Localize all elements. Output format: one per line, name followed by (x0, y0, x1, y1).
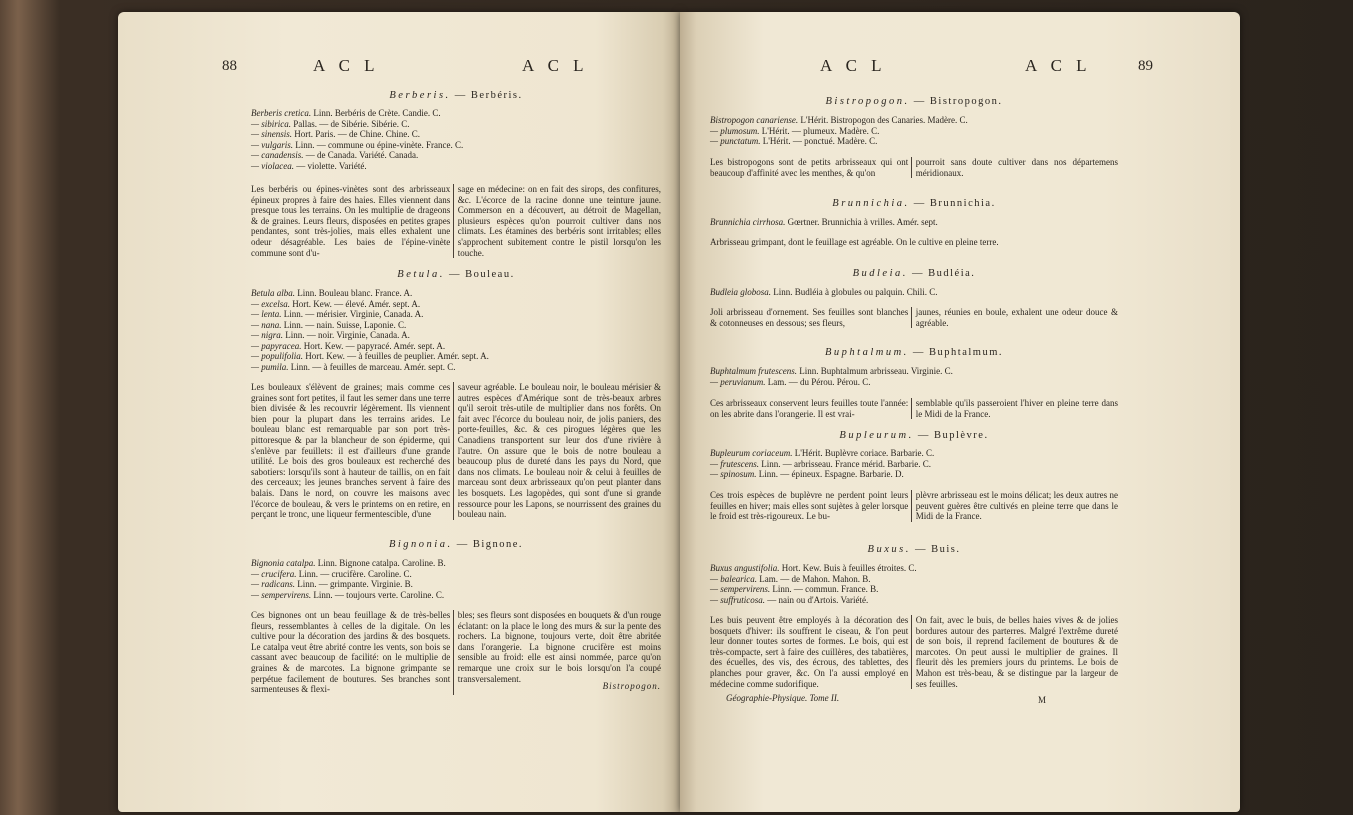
species-entry: — plumosum. L'Hérit. — plumeux. Madère. C. (710, 125, 880, 136)
left-page (118, 12, 680, 812)
section-heading: Buxus. — Buis. (867, 544, 961, 555)
running-head-left: A C L (820, 56, 887, 75)
species-list (710, 448, 1118, 480)
text-column-right: semblable qu'ils passeroient l'hiver en pleine terre dans le Midi de la France. (911, 398, 1118, 419)
species-entry: Betula alba. Linn. Bouleau blanc. France. A. (251, 288, 413, 298)
species-entry: — frutescens. Linn. — arbrisseau. France mérid. Barbarie. C. (710, 458, 931, 469)
species-entry: Brunnichia cirrhosa. Gœrtner. Brunnichia à vrilles. Amér. sept. (710, 217, 938, 227)
species-entry: — punctatum. L'Hérit. — ponctué. Madère. C. (710, 136, 878, 146)
species-entry: — suffruticosa. — nain ou d'Artois. Variété. (710, 594, 869, 605)
text-column-left: Ces trois espèces de buplèvre ne perdent point leurs feuilles en hiver; mais elles sont sujètes à geler lorsque le froid est très-rigoureux. Le bu- (710, 490, 909, 522)
section-heading: Buphtalmum. — Buphtalmum. (824, 347, 1003, 358)
text-column-right: bles; ses fleurs sont disposées en bouquets & d'un rouge éclatant: on la place le long des murs & sur la pente des rochers. La bignone, toujours verte, doit être abritée dans l'orangerie. La bignone crucifère est moins sensible au froid: elle est ainsi nommée, parce qu'on remarque une croix sur le bois lorsqu'on l'a coupé transversalement. (453, 610, 661, 695)
text-column-right: pourroit sans doute cultiver dans nos départemens méridionaux. (911, 157, 1118, 178)
species-entry: — sinensis. Hort. Paris. — de Chine. Chine. C. (251, 129, 421, 139)
text-column-left: Les bouleaux s'élèvent de graines; mais comme ces graines sont fort petites, il faut les semer dans une terre bien divisée & les recouvrir légèrement. Ils viennent bien pour la plupart dans les terrains arides. Le bouleau blanc est remarquable par son port très-pittoresque & par la blancheur de son épiderme, qui s'enlève par feuillets: il est d'ailleurs d'une grande utilité. Le bois des gros bouleaux est recherché des sabotiers: lorsqu'ils sont à hauteur de taillis, on en fait des cerceaux; les jeunes branches servent à faire des balais. Dans le nord, on couvre les maisons avec l'écorce de bouleau, & vers le printems on en retire, en perçant le tronc, une liqueur fermentescible, d'une (251, 382, 451, 520)
species-entry: — nana. Linn. — nain. Suisse, Laponie. C. (251, 319, 407, 330)
species-list (710, 115, 1118, 147)
species-entry: — papyracea. Hort. Kew. — papyracé. Amér. sept. A. (251, 340, 446, 351)
section-heading: Bignonia. — Bignone. (388, 539, 524, 550)
species-entry: — radicans. Linn. — grimpante. Virginie. B. (251, 579, 413, 589)
section-text (251, 382, 661, 520)
section-heading: Budleia. — Budléia. (852, 268, 976, 279)
species-entry: — sempervirens. Linn. — toujours verte. Caroline. C. (251, 589, 445, 600)
running-head-right: A C L (522, 56, 589, 75)
text-column-right: sage en médecine: on en fait des sirops, des confitures, &c. L'écorce de la racine donne une teinture jaune. Commerson en a découvert, au détroit de Magellan, plusieurs espèces qu'on pourroit cultiver dans nos climats. Les étamines des berbéris sont irritables; elles s'approchent subitement contre le pistil lorsqu'on les touche. (453, 184, 661, 258)
text-column-left: Joli arbrisseau d'ornement. Ses feuilles sont blanches & cotonneuses en dessous; ses fleurs, (710, 307, 909, 328)
text-column-left: Les bistropogons sont de petits arbrisseaux qui ont beaucoup d'affinité avec les menthes, & qu'on (710, 157, 909, 178)
species-list (251, 558, 661, 600)
species-list (251, 288, 661, 372)
text-column-left: Les berbéris ou épines-vinètes sont des arbrisseaux épineux propres à faire des haies. Elles viennent dans presque tous les terrains. On les multiplie de drageons & de graines. Leurs fleurs, disposées en petites grapes pendantes, sont très-jolies, mais elles exhalent une odeur désagréable. Les baies de l'épine-vinète commune sont d'u- (251, 184, 451, 258)
section-text (251, 610, 661, 695)
species-list (710, 563, 1118, 605)
species-entry: Bistropogon canariense. L'Hérit. Bistropogon des Canaries. Madère. C. (710, 115, 968, 125)
species-entry: — peruvianum. Lam. — du Pérou. Pérou. C. (710, 376, 871, 387)
section-text (710, 157, 1118, 178)
page-number: 89 (1138, 58, 1153, 74)
species-entry: — pumila. Linn. — à feuilles de marceau. Amér. sept. C. (251, 361, 456, 372)
page-number: 88 (222, 58, 237, 74)
species-list (710, 287, 1118, 298)
species-entry: — excelsa. Hort. Kew. — élevé. Amér. sept. A. (251, 298, 421, 309)
species-entry: Budleia globosa. Linn. Budléia à globules ou palquin. Chili. C. (710, 287, 938, 297)
text-column-right: saveur agréable. Le bouleau noir, le bouleau mérisier & autres espèces d'Amérique sont de très-beaux arbres qu'il seroit très-utile de multiplier dans nos forêts. On fait avec l'écorce du bouleau noir, de jolis paniers, des porte-feuilles, &c. & ces pirogues légères que les Canadiens transportent sur leur dos d'une rivière à l'autre. On assure que le bois de notre bouleau a beaucoup plus de dureté dans les pays du Nord, que dans nos climats. Le bouleau noir & celui à feuilles de marceau sont deux arbrisseaux qu'on peut planter dans les bosquets. Les lagopèdes, qui sont d'une si grande ressource pour les Lapons, se nourrissent des graines du bouleau nain. (453, 382, 661, 520)
species-entry: — canadensis. — de Canada. Variété. Canada. (251, 150, 419, 160)
running-head-right: A C L (1025, 56, 1092, 75)
species-entry: Bignonia catalpa. Linn. Bignone catalpa. Caroline. B. (251, 558, 446, 568)
species-entry: — sibirica. Pallas. — de Sibérie. Sibérie. C. (251, 118, 410, 129)
section-heading: Betula. — Bouleau. (397, 269, 515, 280)
species-list (710, 217, 1118, 228)
species-entry: — spinosum. Linn. — épineux. Espagne. Barbarie. D. (710, 469, 904, 479)
text-column-left: Les buis peuvent être employés à la décoration des bosquets d'hiver: ils souffrent le ciseau, & l'on peut leur donner toutes sortes de formes. Le bois, qui est très-compacte, sert à faire des cuillères, des tabatières, des écuelles, des vis, des écrous, des tablettes, des planches pour graver, &c. On l'a aussi employé en médecine comme sudorifique. (710, 615, 909, 689)
section-text (251, 184, 661, 258)
species-entry: Buphtalmum frutescens. Linn. Buphtalmum arbrisseau. Virginie. C. (710, 366, 953, 376)
running-head-left: A C L (313, 56, 380, 75)
section-heading: Berberis. — Berbéris. (389, 90, 523, 101)
species-entry: — nigra. Linn. — noir. Virginie, Canada. A. (251, 330, 410, 340)
section-heading: Bistropogon. — Bistropogon. (825, 96, 1003, 107)
species-entry: Berberis cretica. Linn. Berbéris de Crète. Candie. C. (251, 108, 441, 118)
species-entry: Buxus angustifolia. Hort. Kew. Buis à feuilles étroites. C. (710, 563, 917, 573)
species-entry: — lenta. Linn. — mérisier. Virginie, Canada. A. (251, 309, 424, 319)
section-text (710, 490, 1118, 522)
species-entry: — crucifera. Linn. — crucifère. Caroline. C. (251, 568, 412, 579)
section-text (710, 615, 1118, 689)
species-entry: — sempervirens. Linn. — commun. France. B. (710, 584, 879, 594)
text-column-right: jaunes, réunies en boule, exhalent une odeur douce & agréable. (911, 307, 1118, 328)
species-entry: — vulgaris. Linn. — commune ou épine-vinète. France. C. (251, 139, 464, 150)
text-column-left: Ces bignones ont un beau feuillage & de très-belles fleurs, ressemblantes à celles de la digitale. On les cultive pour la décoration des jardins & des bosquets. Le catalpa veut être abrité contre les vents, son bois se cassant avec beaucoup de facilité: on le multiplie de graines & de marcotes. La bignone grimpante se perpétue facilement de boutures. Ses branches sont sarmenteuses & flexi- (251, 610, 451, 695)
section-text (710, 307, 1118, 328)
catchword: Bistropogon. (602, 681, 661, 691)
section-text: Arbrisseau grimpant, dont le feuillage est agréable. On le cultive en pleine terre. (710, 237, 999, 247)
right-page (680, 12, 1240, 812)
species-entry: — balearica. Lam. — de Mahon. Mahon. B. (710, 573, 871, 584)
species-entry: — populifolia. Hort. Kew. — à feuilles de peuplier. Amér. sept. A. (251, 351, 489, 361)
text-column-left: Ces arbrisseaux conservent leurs feuilles toute l'année: on les abrite dans l'orangerie. Il est vrai- (710, 398, 909, 419)
species-list (251, 108, 661, 171)
text-column-right: On fait, avec le buis, de belles haies vives & de jolies bordures autour des parterres. Malgré l'extrême dureté de son bois, il reprend facilement de boutures & de marcotes. On peut aussi le multiplier de graines. Il fleurit dès les premiers jours du printems. Le bois de Mahon est très-beau, & se distingue par la largeur de ses feuilles. (911, 615, 1118, 689)
footer-note: Géographie-Physique. Tome II. (726, 693, 840, 703)
signature-mark: M (1038, 695, 1047, 705)
section-heading: Brunnichia. — Brunnichia. (832, 198, 996, 209)
section-heading: Bupleurum. — Buplèvre. (839, 430, 989, 441)
section-text (710, 398, 1118, 419)
species-list (710, 366, 1118, 387)
species-entry: — violacea. — violette. Variété. (251, 160, 367, 171)
text-column-right: plèvre arbrisseau est le moins délicat; les deux autres ne peuvent guères être cultivés en pleine terre que dans le Midi de la France. (911, 490, 1118, 522)
species-entry: Bupleurum coriaceum. L'Hérit. Buplèvre coriace. Barbarie. C. (710, 448, 935, 458)
